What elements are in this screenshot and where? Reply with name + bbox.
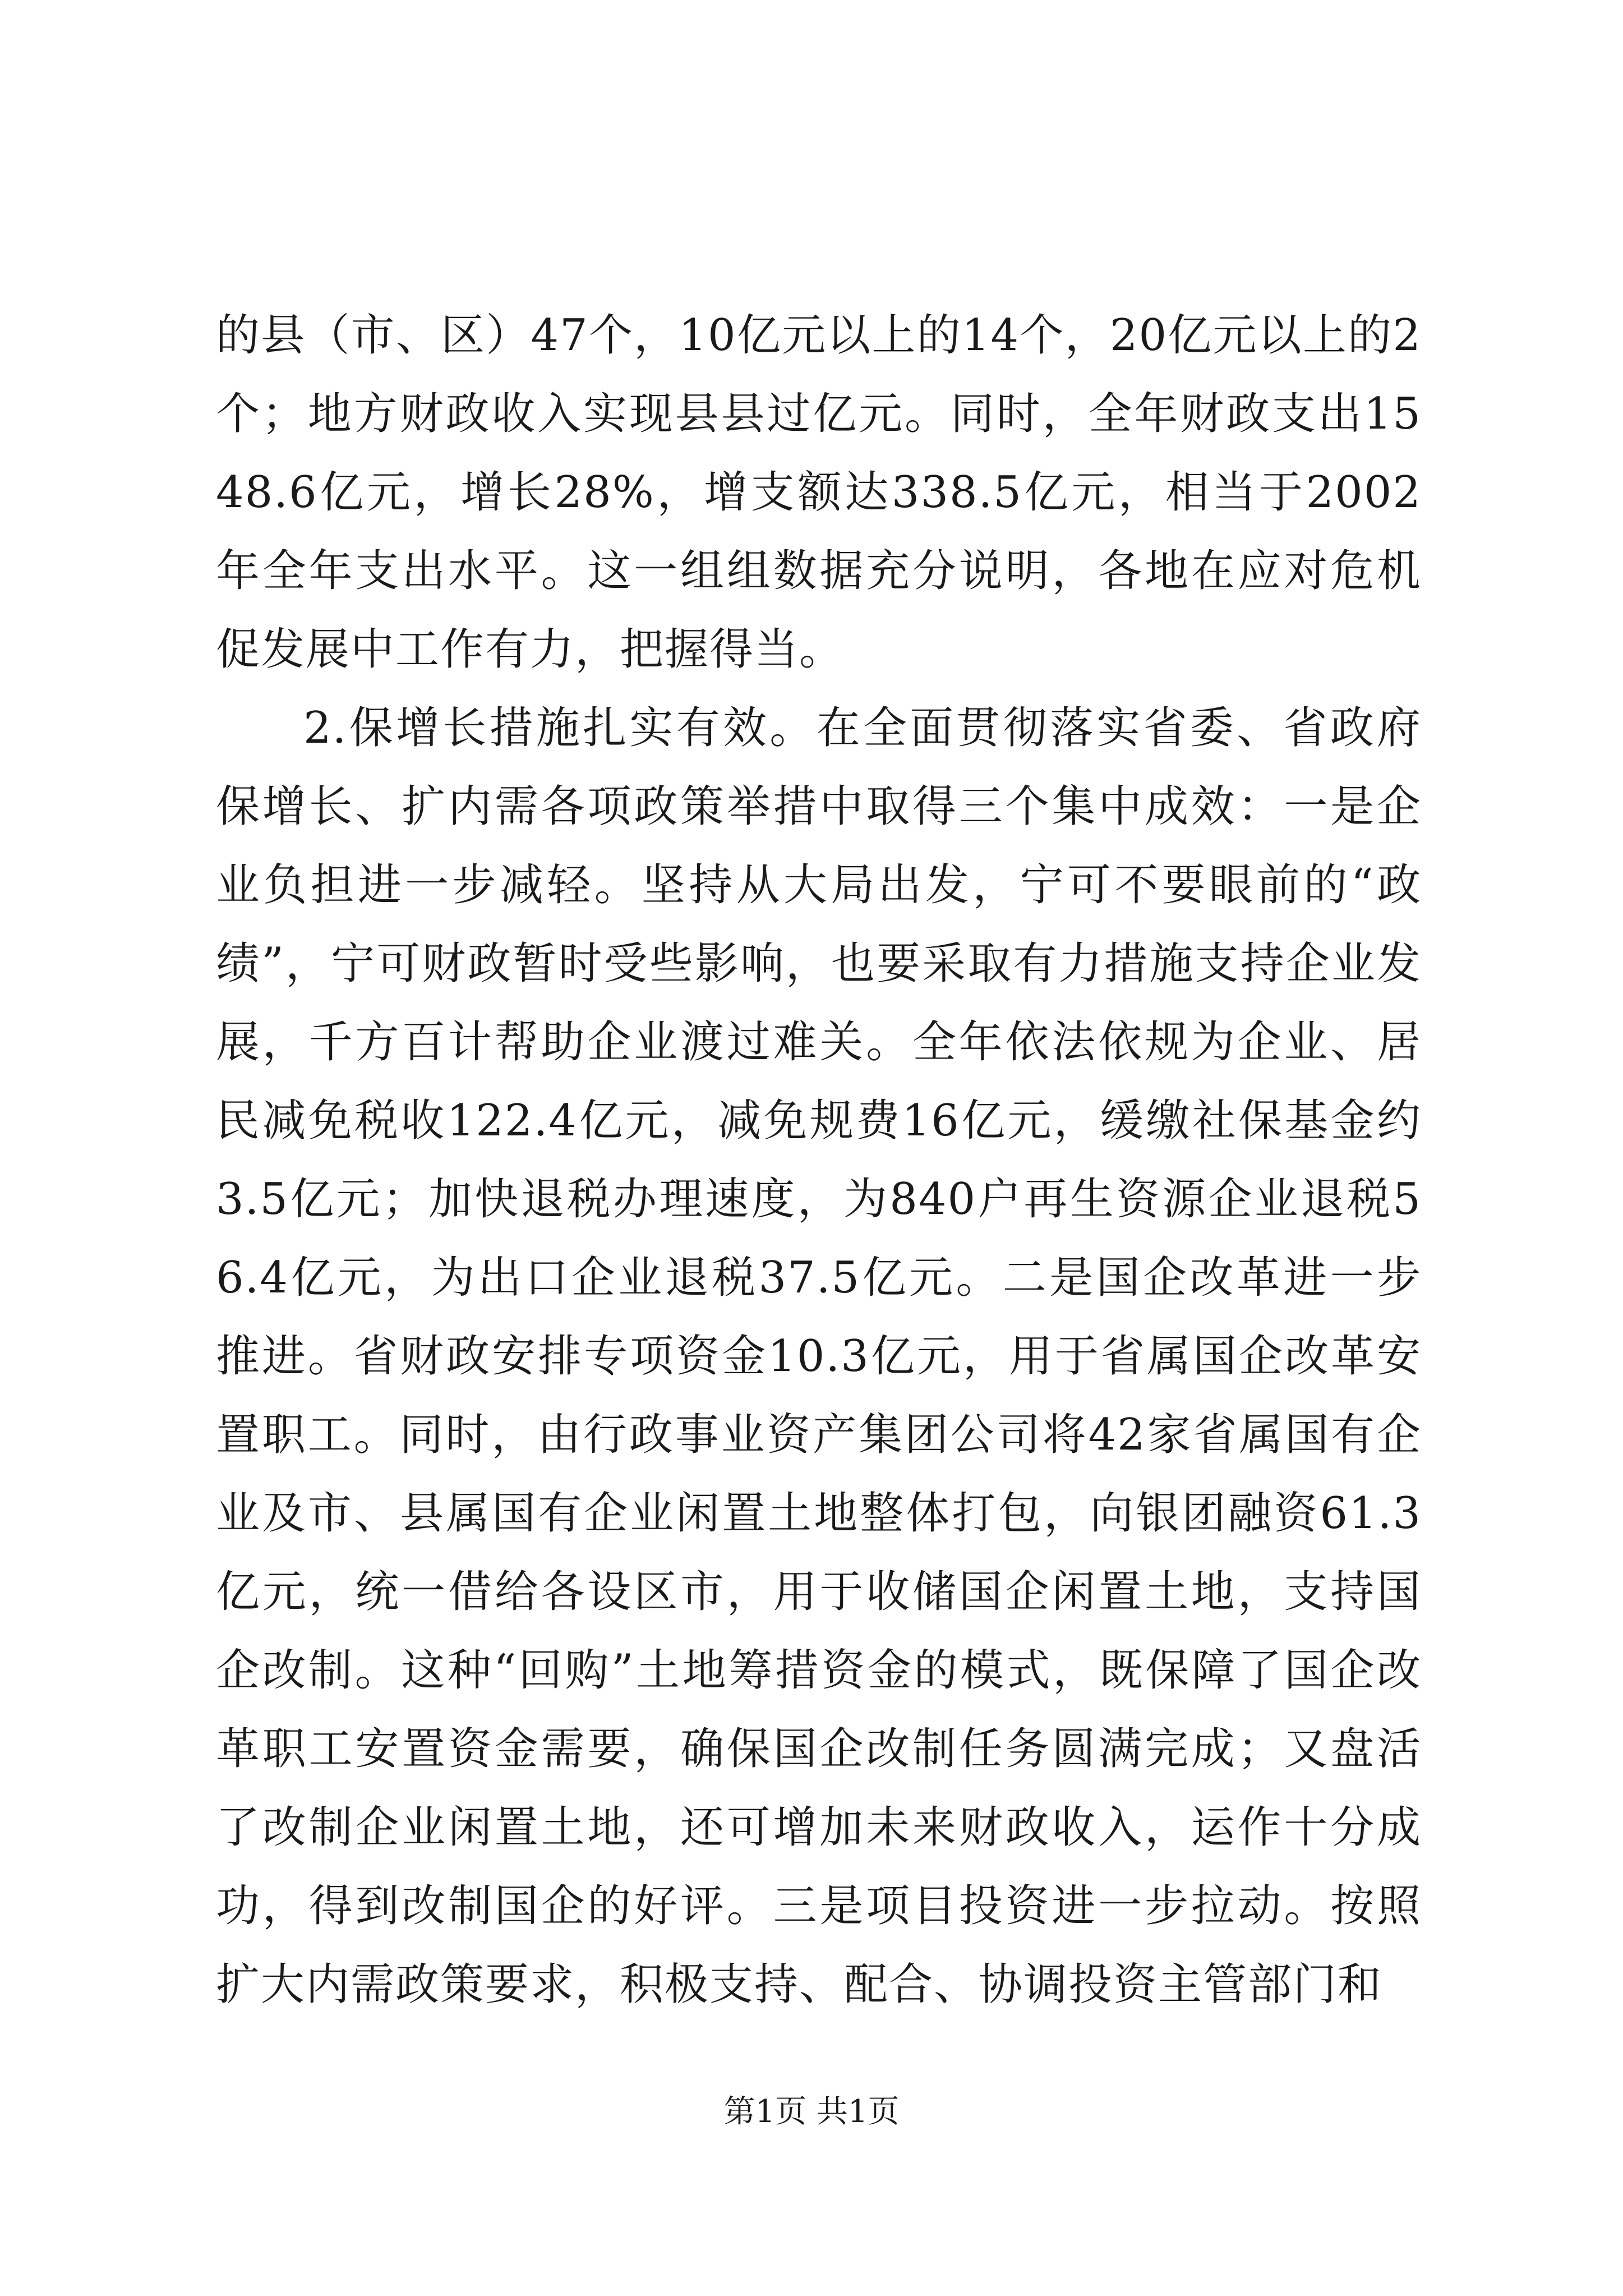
paragraph-2: 2.保增长措施扎实有效。在全面贯彻落实省委、省政府保增长、扩内需各项政策举措中取得三个集中成效：一是企业负担进一步减轻。坚持从大局出发，宁可不要眼前的“政绩”，宁可财政暂时受些影响，也要采取有力措施支持企业发展，千方百计帮助企业渡过难关。全年依法依规为企业、居民减免税收122.4亿元，减免规费16亿元，缓缴社保基金约3.5亿元；加快退税办理速度，为840户再生资源企业退税56.4亿元，为出口企业退税37.5亿元。二是国企改革进一步推进。省财政安排专项资金10.3亿元，用于省属国企改革安置职工。同时，由行政事业资产集团公司将42家省属国有企业及市、县属国有企业闲置土地整体打包，向银团融资61.3亿元，统一借给各设区市，用于收储国企闲置土地，支持国企改制。这种“回购”土地筹措资金的模式，既保障了国企改革职工安置资金需要，确保国企改制任务圆满完成；又盘活了改制企业闲置土地，还可增加未来财政收入，运作十分成功，得到改制国企的好评。三是项目投资进一步拉动。按照扩大内需政策要求，积极支持、配合、协调投资主管部门和 bbox=[216, 703, 1422, 2010]
page-footer: 第1页 共1页 bbox=[723, 2093, 900, 2130]
document-body bbox=[216, 296, 1422, 2024]
paragraph-1: 的县（市、区）47个，10亿元以上的14个，20亿元以上的2个；地方财政收入实现县县过亿元。同时，全年财政支出1548.6亿元，增长28%，增支额达338.5亿元，相当于2002年全年支出水平。这一组组数据充分说明，各地在应对危机促发展中工作有力，把握得当。 bbox=[216, 310, 1422, 675]
